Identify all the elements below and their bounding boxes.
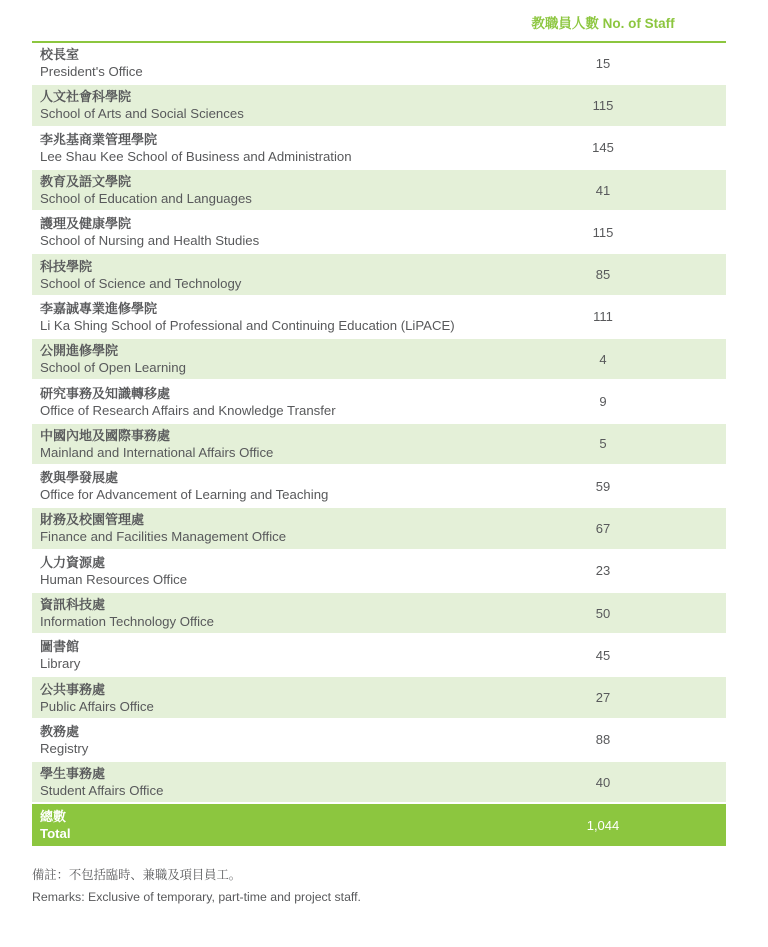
dept-name [32,638,480,672]
table-row [32,212,726,254]
staff-count: 41 [595,182,611,198]
dept-name [32,342,480,376]
table-row [32,254,726,296]
dept-name-en: Li Ka Shing School of Professional and Continuing Education (LiPACE) [40,317,455,333]
dept-name [32,46,480,80]
dept-name-en: School of Nursing and Health Studies [40,233,260,249]
dept-name-zh: 圖書館 [40,639,80,655]
total-count: 1,044 [586,817,620,833]
dept-name-zh: 教育及語文學院 [40,174,132,190]
dept-name [32,258,480,292]
table-row [32,551,726,593]
dept-name [32,765,480,799]
dept-name-zh: 公共事務處 [40,681,106,697]
staff-count-header: 教職員人數 No. of Staff [531,16,675,31]
dept-name [32,596,480,630]
table-header-row [32,12,726,43]
staff-count: 111 [593,309,613,325]
staff-count: 9 [599,394,607,410]
dept-name-en: Public Affairs Office [40,698,154,714]
dept-name [32,215,480,249]
dept-name-zh: 學生事務處 [40,766,106,782]
dept-name-zh: 校長室 [40,47,80,63]
dept-name [32,385,480,419]
table-row [32,43,726,85]
dept-name [32,469,480,503]
table-row [32,762,726,804]
table-row [32,381,726,423]
dept-name [32,681,480,715]
dept-name-zh: 人力資源處 [40,554,106,570]
staff-count: 59 [595,478,611,494]
total-label [32,808,480,842]
dept-name-zh: 財務及校園管理處 [40,512,145,528]
dept-name-en: Mainland and International Affairs Office [40,444,274,460]
table-row [32,508,726,550]
dept-name-en: Registry [40,740,89,756]
dept-name-en: President's Office [40,64,143,80]
table-row [32,339,726,381]
dept-name-zh: 人文社會科學院 [40,89,132,105]
staff-count: 45 [595,647,611,663]
dept-name-zh: 資訊科技處 [40,597,106,612]
dept-name-en: School of Open Learning [40,360,186,376]
dept-name [32,723,480,757]
table-row [32,677,726,719]
table-row [32,170,726,212]
dept-name-en: Finance and Facilities Management Office [40,529,287,545]
table-row [32,424,726,466]
dept-name-zh: 教與學發展處 [40,470,119,486]
dept-name-zh: 教務處 [40,723,80,739]
remarks-en: Remarks: Exclusive of temporary, part-time and project staff. [32,889,361,904]
remarks-zh: 備註：不包括臨時、兼職及項目員工。 [32,868,242,883]
dept-name-en: School of Arts and Social Sciences [40,106,244,122]
dept-name-zh: 李兆基商業管理學院 [40,131,158,147]
staff-table [32,12,726,846]
dept-name [32,554,480,588]
staff-count: 115 [592,97,614,113]
dept-name-en: Office for Advancement of Learning and Teaching [40,487,329,503]
table-row [32,85,726,127]
table-row [32,635,726,677]
dept-name-zh: 科技學院 [40,258,93,274]
total-label-en: Total [40,826,71,842]
staff-count: 88 [595,732,611,748]
dept-name-en: Library [40,656,81,672]
total-row [32,804,726,846]
dept-name [32,88,480,122]
table-row [32,720,726,762]
dept-name-zh: 公開進修學院 [40,343,119,359]
staff-count: 4 [599,351,607,367]
staff-count: 67 [595,520,611,536]
dept-name [32,300,480,334]
remarks [32,865,726,908]
dept-name-en: Office of Research Affairs and Knowledge Transfer [40,402,336,418]
dept-name [32,427,480,461]
staff-count: 115 [592,224,614,240]
staff-count: 15 [595,55,611,71]
table-row [32,297,726,339]
table-row [32,466,726,508]
dept-name-en: School of Science and Technology [40,275,242,291]
dept-name-en: Human Resources Office [40,571,188,587]
staff-count: 23 [595,563,611,579]
staff-count: 27 [595,690,611,706]
table-row [32,593,726,635]
dept-name-zh: 中國內地及國際事務處 [40,427,171,443]
table-body [32,43,726,804]
staff-count: 5 [599,436,607,452]
staff-count: 50 [595,605,611,621]
dept-name [32,131,480,165]
dept-name-zh: 護理及健康學院 [40,216,132,232]
dept-name-zh: 研究事務及知識轉移處 [40,385,171,401]
table-row [32,128,726,170]
dept-name-en: School of Education and Languages [40,191,252,207]
staff-count: 40 [595,774,611,790]
dept-name [32,511,480,545]
dept-name-zh: 李嘉誠專業進修學院 [40,300,158,316]
total-label-zh: 總數 [40,809,67,825]
dept-name-en: Information Technology Office [40,614,214,629]
staff-count: 85 [595,267,611,283]
dept-name [32,173,480,207]
dept-name-en: Student Affairs Office [40,783,164,799]
dept-name-en: Lee Shau Kee School of Business and Administration [40,148,352,164]
staff-count: 145 [592,140,614,156]
